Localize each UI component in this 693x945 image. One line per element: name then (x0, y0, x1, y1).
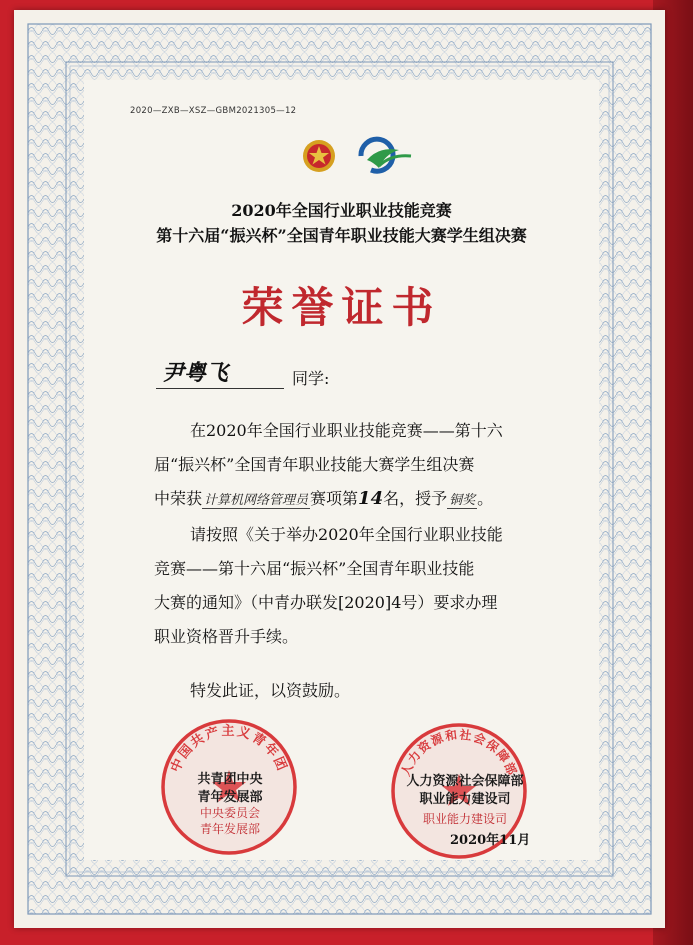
left-issuer-line1: 共青团中央 (197, 772, 263, 787)
right-issuer-line1: 人力资源社会保障部 (406, 774, 524, 789)
body-line-5: 竞赛——第十六届“振兴杯”全国青年职业技能 (154, 559, 475, 578)
rank-number: 14 (358, 488, 384, 509)
recipient-name: 尹粤飞 (162, 360, 229, 386)
left-seal-inner-line2: 青年发展部 (199, 822, 260, 836)
body-line-3-prefix: 中荣获 (154, 489, 203, 508)
certificate-content (84, 80, 599, 860)
body-line-4: 请按照《关于举办2020年全国行业职业技能 (190, 525, 503, 544)
competition-title: 2020年全国行业职业技能竞赛 (231, 201, 452, 220)
left-issuer-line2: 青年发展部 (197, 790, 263, 805)
closing-line: 特发此证，以资鼓励。 (190, 681, 351, 700)
right-seal-inner: 职业能力建设司 (422, 812, 507, 826)
award-level: 铜奖 (449, 493, 476, 508)
body-line-7: 职业资格晋升手续。 (154, 627, 299, 646)
skills-competition-logo-icon (361, 139, 411, 171)
competition-subtitle: 第十六届“振兴杯”全国青年职业技能大赛学生组决赛 (156, 226, 527, 245)
left-seal-ring-text: 中国共产主义青年团 (168, 724, 290, 775)
left-seal-inner-line1: 中央委员会 (199, 806, 260, 820)
certificate-paper (14, 10, 665, 928)
body-line-3-mid2: 名，授予 (383, 489, 448, 508)
body-line-1: 在2020年全国行业职业技能竞赛——第十六 (190, 421, 503, 440)
right-issuer-line2: 职业能力建设司 (419, 792, 511, 807)
name-underline (156, 388, 284, 389)
salutation: 同学: (292, 369, 330, 388)
serial-number: 2020—ZXB—XSZ—GBM2021305—12 (130, 106, 297, 116)
event-name: 计算机网络管理员 (204, 493, 309, 508)
right-seal-ring-text: 人力资源和社会保障部 (398, 727, 520, 779)
body-line-3 (154, 486, 493, 509)
certificate-title: 荣誉证书 (241, 283, 442, 332)
body-line-6: 大赛的通知》（中青办联发[2020]4号）要求办理 (154, 593, 498, 612)
body-line-3-suffix: 。 (477, 489, 494, 508)
body-line-3-mid: 赛项第 (310, 489, 359, 508)
logo-group (299, 136, 429, 176)
youth-league-emblem-icon (303, 140, 335, 172)
issue-date: 2020年11月 (450, 833, 531, 848)
body-line-2: 届“振兴杯”全国青年职业技能大赛学生组决赛 (154, 455, 475, 474)
